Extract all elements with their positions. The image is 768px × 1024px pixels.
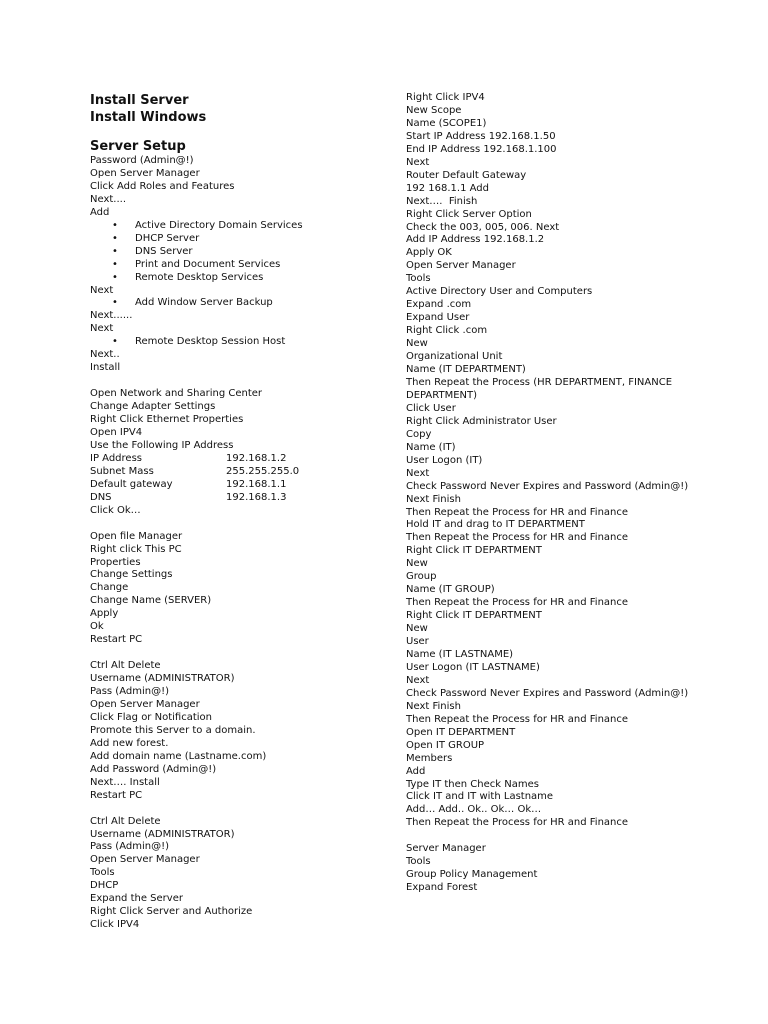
step-line: Tools: [406, 273, 431, 285]
step-line: Username (ADMINISTRATOR): [90, 673, 235, 685]
step-line: User Logon (IT): [406, 454, 483, 466]
step-line: Add: [406, 765, 426, 777]
step-line: Right Click IPV4: [406, 92, 485, 103]
step-line: New: [406, 558, 428, 570]
step-line: DHCP: [90, 880, 119, 892]
step-line: User Logon (IT LASTNAME): [406, 661, 540, 673]
step-line: Add domain name (Lastname.com): [90, 750, 267, 762]
ip-row: IP Address 192.168.1.2: [90, 452, 287, 464]
bullet-icon: •: [112, 258, 118, 270]
step-line: Tools: [90, 867, 115, 879]
bullet-item: • Remote Desktop Services: [112, 271, 264, 283]
step-line: Apply OK: [406, 247, 452, 259]
bullet-icon: •: [112, 271, 118, 283]
step-line: Pass (Admin@!): [90, 686, 169, 698]
step-line: Name (IT GROUP): [406, 584, 495, 596]
bullet-icon: •: [112, 219, 118, 231]
step-line: Password (Admin@!): [90, 155, 194, 166]
step-line: Right Click .com: [406, 325, 488, 337]
step-line: Click IPV4: [90, 919, 140, 931]
heading-install-server: Install Server: [90, 93, 189, 108]
left-column: [90, 92, 390, 932]
bullet-item: • Add Window Server Backup: [112, 297, 273, 309]
step-line: Then Repeat the Process for HR and Finance: [406, 506, 629, 518]
step-line: Ctrl Alt Delete: [90, 815, 161, 827]
step-line: Right Click Administrator User: [406, 415, 557, 427]
step-line: Open IT DEPARTMENT: [406, 726, 516, 738]
step-line: Name (SCOPE1): [406, 117, 487, 129]
ip-row: Default gateway 192.168.1.1: [90, 478, 287, 490]
step-line: Then Repeat the Process (HR DEPARTMENT, FINANCE DEPARTMENT): [406, 376, 673, 401]
step-line: End IP Address 192.168.1.100: [406, 143, 557, 155]
step-line: Open Server Manager: [90, 854, 200, 866]
step-line: New Scope: [406, 104, 462, 116]
step-line: Next: [90, 284, 114, 296]
step-line: New: [406, 623, 428, 635]
step-line: Click Ok…: [90, 504, 141, 516]
bullet-icon: •: [112, 297, 118, 309]
bullet-item: • Print and Document Services: [112, 258, 281, 270]
step-line: Next Finish: [406, 700, 461, 712]
step-line: Right Click Ethernet Properties: [90, 414, 244, 426]
step-line: Open Server Manager: [90, 698, 200, 710]
step-line: Open Server Manager: [406, 260, 516, 272]
step-line: Open file Manager: [90, 530, 183, 542]
right-steps: [406, 92, 706, 830]
step-line: Click User: [406, 402, 456, 414]
step-line: Install: [90, 362, 121, 374]
spacer: [90, 375, 390, 388]
step-line: Open IT GROUP: [406, 739, 485, 751]
step-line: Next..: [90, 349, 120, 361]
step-line: Name (IT LASTNAME): [406, 648, 514, 660]
step-line: Ok: [90, 621, 104, 633]
step-line: Expand Forest: [406, 882, 478, 894]
step-line: Right Click IT DEPARTMENT: [406, 610, 542, 622]
right-column: [406, 92, 706, 895]
step-line: Group Policy Management: [406, 869, 538, 881]
heading-install-windows: Install Windows: [90, 110, 207, 125]
spacer: [406, 830, 706, 843]
step-line: New: [406, 338, 428, 350]
bullet-item: • DNS Server: [112, 245, 193, 257]
step-line: Next: [406, 156, 430, 168]
step-line: Right Click Server and Authorize: [90, 906, 253, 918]
step-line: Use the Following IP Address: [90, 439, 234, 451]
step-line: Change Adapter Settings: [90, 401, 216, 413]
step-line: Next: [406, 467, 430, 479]
step-line: 192 168.1.1 Add: [406, 182, 489, 194]
step-line: Start IP Address 192.168.1.50: [406, 130, 556, 142]
step-line: Right Click IT DEPARTMENT: [406, 545, 542, 557]
step-line: Open Server Manager: [90, 167, 200, 179]
step-line: Expand the Server: [90, 893, 183, 905]
policy-steps: [406, 843, 706, 895]
bullet-item: • Remote Desktop Session Host: [112, 336, 286, 348]
spacer: [90, 647, 390, 660]
step-line: Next....: [90, 193, 127, 205]
step-line: Change: [90, 582, 129, 594]
step-line: Expand User: [406, 312, 470, 324]
step-line: Members: [406, 752, 453, 764]
step-line: Name (IT DEPARTMENT): [406, 364, 526, 376]
step-line: Router Default Gateway: [406, 169, 527, 181]
spacer: [90, 518, 390, 531]
step-line: Add IP Address 192.168.1.2: [406, 234, 545, 246]
spacer: [90, 803, 390, 816]
step-line: Hold IT and drag to IT DEPARTMENT: [406, 519, 585, 531]
step-line: User: [406, 636, 429, 648]
step-line: Next......: [90, 310, 133, 322]
step-line: Tools: [406, 856, 431, 868]
step-line: Add new forest.: [90, 737, 169, 749]
bullet-icon: •: [112, 245, 118, 257]
ip-row: Subnet Mass 255.255.255.0: [90, 465, 300, 477]
step-line: Name (IT): [406, 441, 456, 453]
step-line: Add: [90, 206, 110, 218]
step-line: Open IPV4: [90, 427, 143, 438]
step-line: Open Network and Sharing Center: [90, 388, 263, 400]
step-line: Check Password Never Expires and Password (Admin@!): [406, 480, 689, 492]
step-line: Click Add Roles and Features: [90, 180, 235, 192]
step-line: Check the 003, 005, 006. Next: [406, 221, 560, 233]
step-line: Restart PC: [90, 789, 143, 801]
step-line: Expand .com: [406, 299, 472, 311]
step-line: Server Manager: [406, 843, 486, 855]
step-line: Right click This PC: [90, 543, 182, 555]
heading-server-setup: Server Setup: [90, 139, 186, 154]
step-line: Next…. Install: [90, 776, 160, 788]
step-line: Change Name (SERVER): [90, 595, 212, 607]
bullet-item: • Active Directory Domain Services: [112, 219, 303, 231]
step-line: Group: [406, 571, 437, 583]
step-line: Type IT then Check Names: [406, 778, 539, 790]
step-line: Next Finish: [406, 493, 461, 505]
step-line: Username (ADMINISTRATOR): [90, 828, 235, 840]
step-line: Ctrl Alt Delete: [90, 660, 161, 672]
step-line: Apply: [90, 608, 119, 620]
ip-row: DNS 192.168.1.3: [90, 491, 287, 503]
step-line: Active Directory User and Computers: [406, 286, 593, 298]
step-line: Add Password (Admin@!): [90, 763, 217, 775]
step-line: Next: [406, 674, 430, 686]
step-line: Properties: [90, 556, 141, 568]
step-line: Click IT and IT with Lastname: [406, 791, 554, 803]
step-line: Then Repeat the Process for HR and Finance: [406, 713, 629, 725]
step-line: Next: [90, 323, 114, 335]
step-line: Promote this Server to a domain.: [90, 724, 256, 736]
step-line: Copy: [406, 428, 432, 440]
step-line: Next…. Finish: [406, 195, 478, 207]
step-line: Then Repeat the Process for HR and Finance: [406, 532, 629, 544]
bullet-icon: •: [112, 232, 118, 244]
step-line: Right Click Server Option: [406, 208, 532, 220]
step-line: Then Repeat the Process for HR and Finance: [406, 817, 629, 829]
step-line: Change Settings: [90, 569, 173, 581]
step-line: Then Repeat the Process for HR and Finance: [406, 597, 629, 609]
step-line: Click Flag or Notification: [90, 711, 212, 723]
step-line: Organizational Unit: [406, 351, 503, 363]
step-line: Restart PC: [90, 634, 143, 646]
step-line: Pass (Admin@!): [90, 841, 169, 853]
bullet-icon: •: [112, 336, 118, 348]
bullet-item: • DHCP Server: [112, 232, 200, 244]
step-line: Add… Add.. Ok.. Ok… Ok…: [406, 804, 542, 816]
step-line: Check Password Never Expires and Password (Admin@!): [406, 687, 689, 699]
